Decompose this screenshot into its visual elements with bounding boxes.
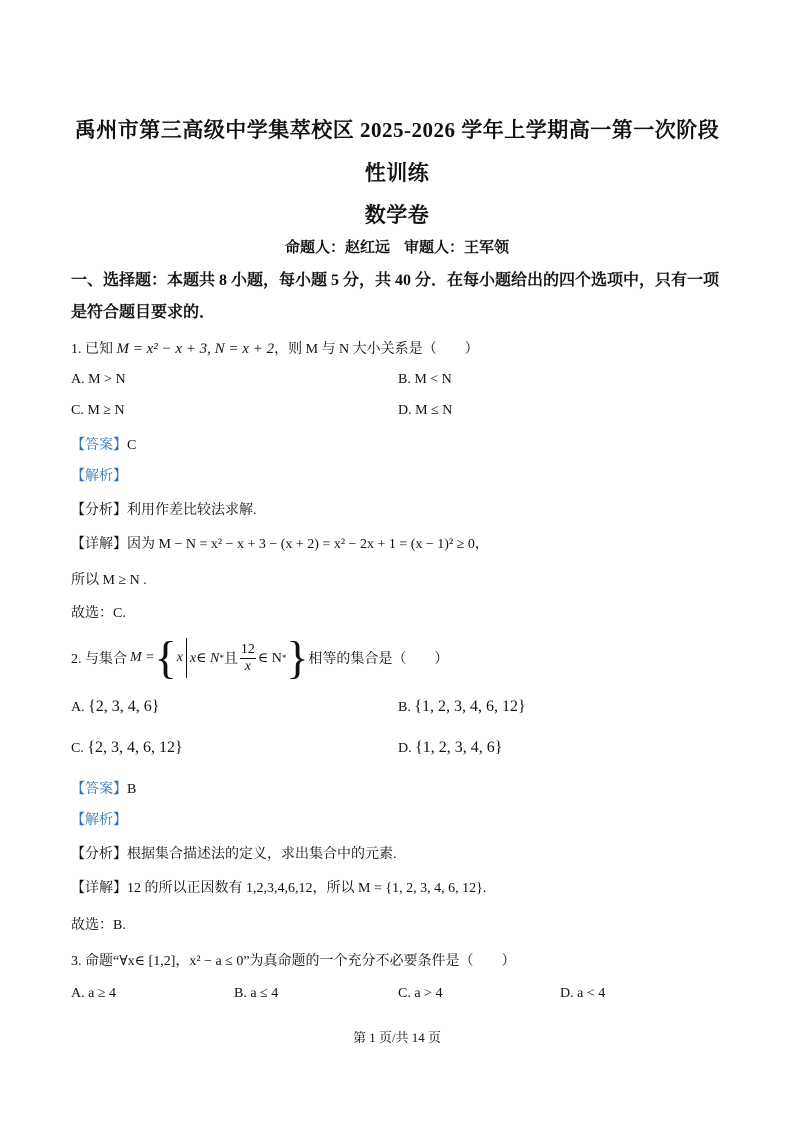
q1-answer	[71, 434, 136, 454]
q1-option-a: A. M > N	[71, 372, 126, 387]
answer-tag: 【答案】	[71, 438, 127, 453]
q1-stem	[71, 338, 479, 358]
q1-option-c: C. M ≥ N	[71, 403, 125, 418]
q2-set-lhs: M =	[130, 650, 155, 665]
q2-detail	[71, 877, 486, 897]
right-brace: }	[286, 632, 309, 683]
q3-option-a: A. a ≥ 4	[71, 986, 117, 1001]
exam-title-line2: 性训练	[364, 161, 430, 185]
q2-analysis	[71, 843, 397, 863]
q1-analysis-tag: 【解析】	[71, 469, 127, 484]
left-brace: {	[154, 632, 177, 683]
q2-cond-c: ∈ N	[257, 650, 282, 666]
q2-option-a: A. {2, 3, 4, 6}	[71, 698, 160, 715]
q1-math: M = x² − x + 3, N = x + 2	[116, 341, 275, 357]
q1-conclusion: 所以 M ≥ N .	[71, 573, 147, 588]
q1-option-b: B. M < N	[398, 372, 452, 387]
analysis-text: 根据集合描述法的定义，求出集合中的元素.	[127, 847, 397, 862]
q1-detail	[71, 533, 489, 553]
q2-cond-b: 且	[223, 652, 238, 667]
frac-numerator: 12	[240, 641, 255, 657]
star-sup: *	[219, 653, 224, 663]
set-divider	[186, 638, 187, 678]
q2-option-d-value: {1, 2, 3, 4, 6}	[415, 739, 503, 756]
section-heading: 一、选择题：本题共 8 小题，每小题 5 分，共 40 分．在每小题给出的四个选项中，只有一项是符合题目要求的．	[71, 272, 720, 321]
q1-suffix: ，则 M 与 N 大小关系是（ ）	[274, 342, 479, 357]
detail-label: 【详解】	[71, 881, 127, 896]
q1-analysis	[71, 499, 257, 519]
detail-text: 因为 M − N = x² − x + 3 − (x + 2) = x² − 2x + 1 = (x − 1)² ≥ 0，	[127, 537, 489, 552]
q3-option-c: C. a > 4	[398, 986, 443, 1001]
q3-option-b: B. a ≤ 4	[234, 986, 279, 1001]
q2-option-a-value: {2, 3, 4, 6}	[88, 698, 160, 715]
q3-option-d: D. a < 4	[560, 986, 606, 1001]
answer-tag: 【答案】	[71, 782, 127, 797]
exam-subject: 数学卷	[364, 203, 430, 227]
exam-title-line1: 禹州市第三高级中学集萃校区 2025-2026 学年上学期高一第一次阶段	[74, 118, 720, 142]
star-sup-2: *	[281, 653, 287, 663]
q3-stem: 3. 命题“∀x∈ [1,2]，x² − a ≤ 0”为真命题的一个充分不必要条件是（ ）	[71, 954, 516, 969]
q2-analysis-tag: 【解析】	[71, 813, 127, 828]
detail-text: 12 的所以正因数有 1,2,3,4,6,12，所以 M = {1, 2, 3, 4, 6, 12}.	[127, 881, 487, 896]
q2-suffix: 相等的集合是（ ）	[308, 652, 449, 667]
reviewer-label: 审题人：王军领	[404, 240, 510, 256]
q1-choice: 故选：C.	[71, 606, 126, 621]
analysis-label: 【分析】	[71, 503, 127, 518]
q2-option-c: C. {2, 3, 4, 6, 12}	[71, 739, 183, 756]
page-footer: 第 1 页/共 14 页	[352, 1030, 442, 1045]
q2-cond-a: x∈ N	[189, 650, 220, 666]
analysis-text: 利用作差比较法求解.	[127, 503, 257, 518]
frac-denominator: x	[244, 658, 251, 674]
analysis-label: 【分析】	[71, 847, 127, 862]
answer-value: B	[127, 782, 137, 797]
q2-option-d: D. {1, 2, 3, 4, 6}	[398, 739, 503, 756]
detail-label: 【详解】	[71, 537, 127, 552]
setter-label: 命题人：赵红远	[284, 240, 390, 256]
q2-option-c-value: {2, 3, 4, 6, 12}	[87, 739, 183, 756]
authors-line	[60, 236, 734, 257]
q2-option-b: B. {1, 2, 3, 4, 6, 12}	[398, 698, 526, 715]
q2-set-var: x	[176, 650, 183, 665]
q2-answer	[71, 778, 136, 798]
q2-option-b-value: {1, 2, 3, 4, 6, 12}	[414, 698, 526, 715]
q1-prefix: 1. 已知	[71, 342, 113, 357]
q2-stem	[71, 632, 449, 683]
q1-option-d: D. M ≤ N	[398, 403, 453, 418]
q2-prefix: 2. 与集合	[71, 652, 127, 667]
q2-fraction	[240, 642, 256, 675]
answer-value: C	[127, 438, 137, 453]
q2-choice: 故选：B.	[71, 918, 126, 933]
